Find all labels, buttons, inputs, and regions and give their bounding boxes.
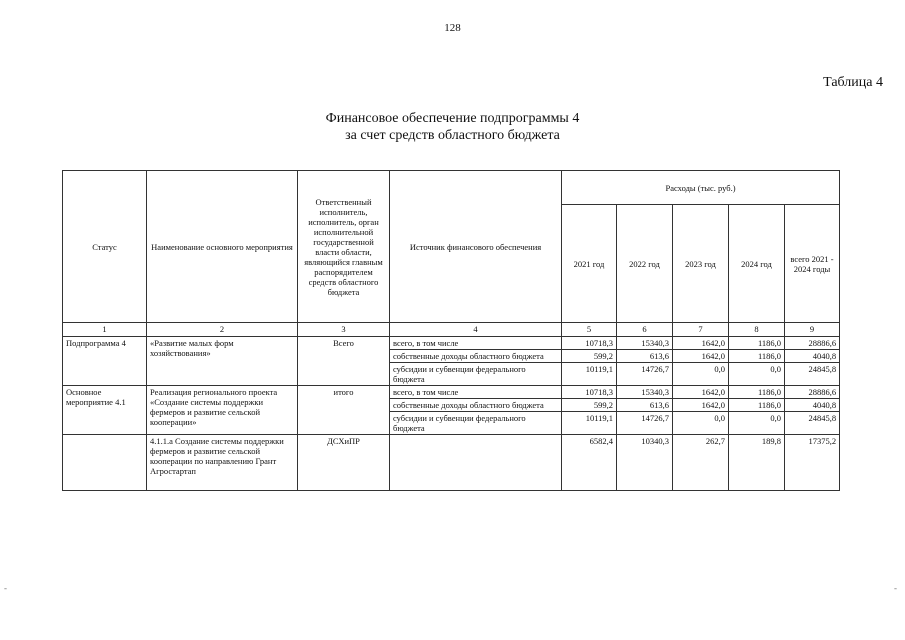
value-2022: 613,6 <box>617 350 673 363</box>
value-2021: 10119,1 <box>562 363 617 386</box>
value-2023: 0,0 <box>673 363 729 386</box>
column-number: 1 <box>63 323 147 337</box>
source-cell: собственные доходы областного бюджета <box>390 399 562 412</box>
value-2024: 1186,0 <box>729 399 785 412</box>
value-2024: 0,0 <box>729 412 785 435</box>
column-number: 5 <box>562 323 617 337</box>
value-2022: 14726,7 <box>617 363 673 386</box>
value-total: 24845,8 <box>785 412 840 435</box>
responsible-cell: итого <box>298 386 390 435</box>
value-2024: 1186,0 <box>729 337 785 350</box>
header-total: всего 2021 - 2024 годы <box>785 205 840 323</box>
header-name: Наименование основного мероприятия <box>147 171 298 323</box>
value-2022: 613,6 <box>617 399 673 412</box>
measure-name-cell: Реализация регионального проекта «Создание системы поддержки фермеров и развитие сельской кооперации» <box>147 386 298 435</box>
header-responsible: Ответственный исполнитель, исполнитель, орган исполнительной государственной власти области, являющийся главным распорядителем средств областного бюджета <box>298 171 390 323</box>
header-year-2023: 2023 год <box>673 205 729 323</box>
source-cell: всего, в том числе <box>390 386 562 399</box>
value-2021: 10718,3 <box>562 337 617 350</box>
column-number: 4 <box>390 323 562 337</box>
responsible-cell: ДСХиПР <box>298 435 390 491</box>
value-2023: 1642,0 <box>673 337 729 350</box>
page-number: 128 <box>444 22 461 34</box>
value-2022: 15340,3 <box>617 337 673 350</box>
value-2021: 6582,4 <box>562 435 617 491</box>
value-2024: 0,0 <box>729 363 785 386</box>
header-expenses: Расходы (тыс. руб.) <box>562 171 840 205</box>
value-2024: 1186,0 <box>729 386 785 399</box>
value-2021: 599,2 <box>562 350 617 363</box>
source-cell: собственные доходы областного бюджета <box>390 350 562 363</box>
value-total: 28886,6 <box>785 386 840 399</box>
value-total: 4040,8 <box>785 399 840 412</box>
header-status: Статус <box>63 171 147 323</box>
value-2021: 10119,1 <box>562 412 617 435</box>
column-number: 9 <box>785 323 840 337</box>
header-source: Источник финансового обеспечения <box>390 171 562 323</box>
header-year-2022: 2022 год <box>617 205 673 323</box>
value-2023: 1642,0 <box>673 350 729 363</box>
value-2021: 599,2 <box>562 399 617 412</box>
value-2023: 0,0 <box>673 412 729 435</box>
financing-table <box>62 170 840 491</box>
column-number: 8 <box>729 323 785 337</box>
source-cell <box>390 435 562 491</box>
status-cell <box>63 435 147 491</box>
value-2024: 189,8 <box>729 435 785 491</box>
value-2023: 1642,0 <box>673 386 729 399</box>
table-row <box>63 386 840 399</box>
status-cell: Основное мероприятие 4.1 <box>63 386 147 435</box>
column-numbers-row <box>63 323 840 337</box>
value-total: 4040,8 <box>785 350 840 363</box>
column-number: 2 <box>147 323 298 337</box>
column-number: 3 <box>298 323 390 337</box>
status-cell: Подпрограмма 4 <box>63 337 147 386</box>
value-2022: 15340,3 <box>617 386 673 399</box>
left-scan-mark: - <box>4 583 7 593</box>
title-line-1: Финансовое обеспечение подпрограммы 4 <box>325 111 580 126</box>
value-2023: 1642,0 <box>673 399 729 412</box>
value-total: 24845,8 <box>785 363 840 386</box>
value-2023: 262,7 <box>673 435 729 491</box>
right-scan-mark: - <box>894 583 897 593</box>
title-line-2: за счет средств областного бюджета <box>345 128 560 143</box>
document-title <box>0 110 905 144</box>
source-cell: субсидии и субвенции федерального бюджета <box>390 412 562 435</box>
column-number: 6 <box>617 323 673 337</box>
value-total: 28886,6 <box>785 337 840 350</box>
header-year-2021: 2021 год <box>562 205 617 323</box>
value-2021: 10718,3 <box>562 386 617 399</box>
table-row <box>63 435 840 491</box>
source-cell: всего, в том числе <box>390 337 562 350</box>
source-cell: субсидии и субвенции федерального бюджета <box>390 363 562 386</box>
measure-name-cell: 4.1.1.а Создание системы поддержки фермеров и развитие сельской кооперации по направлению Грант Агростартап <box>147 435 298 491</box>
column-number: 7 <box>673 323 729 337</box>
table-label: Таблица 4 <box>823 75 883 90</box>
header-year-2024: 2024 год <box>729 205 785 323</box>
value-2022: 10340,3 <box>617 435 673 491</box>
responsible-cell: Всего <box>298 337 390 386</box>
value-2022: 14726,7 <box>617 412 673 435</box>
measure-name-cell: «Развитие малых форм хозяйствования» <box>147 337 298 386</box>
value-total: 17375,2 <box>785 435 840 491</box>
table-row <box>63 337 840 350</box>
value-2024: 1186,0 <box>729 350 785 363</box>
